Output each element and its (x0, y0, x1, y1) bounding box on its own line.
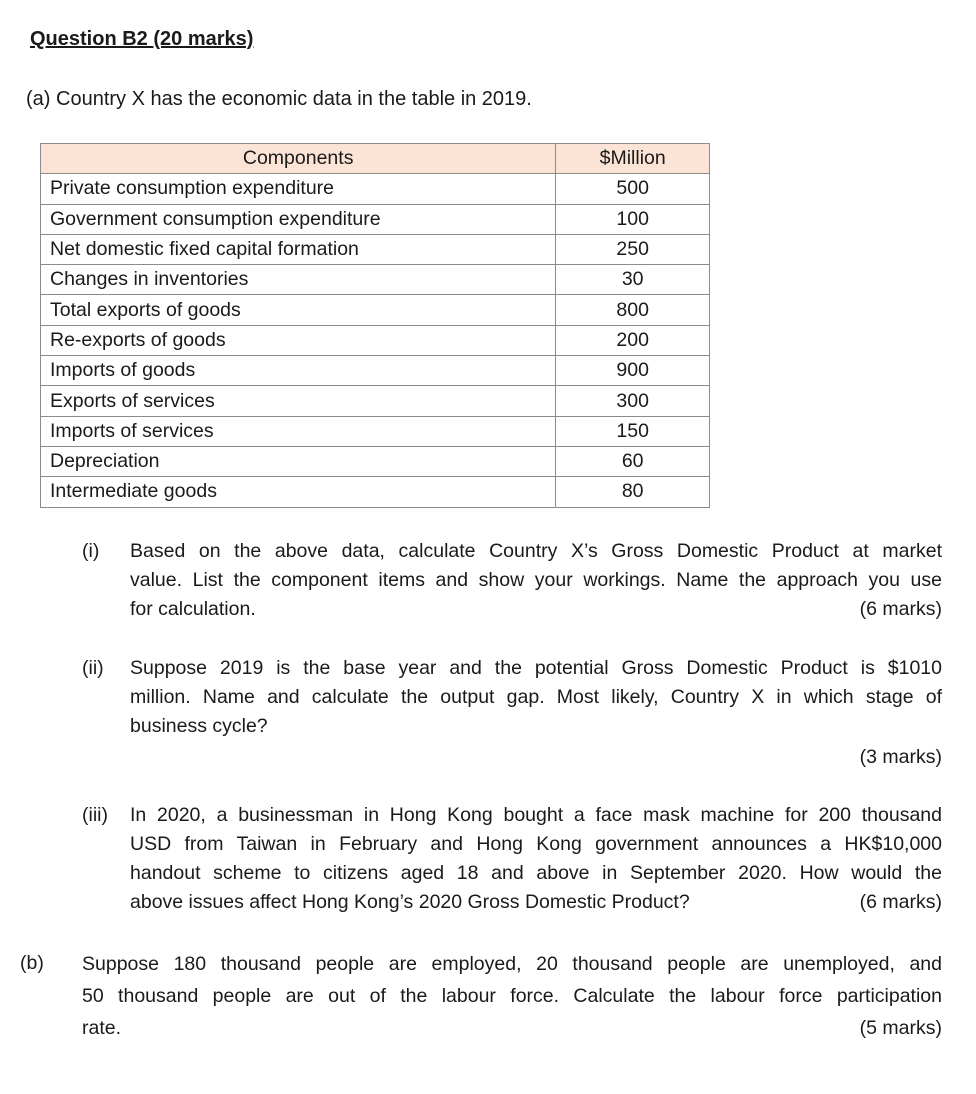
component-cell: Total exports of goods (41, 295, 556, 325)
value-cell: 150 (556, 416, 710, 446)
part-i-line: value. List the component items and show your workings. Name the approach you use (130, 569, 942, 591)
part-ii-label: (ii) (82, 657, 104, 679)
part-iii-line: In 2020, a businessman in Hong Kong bought a face mask machine for 200 thousand (130, 804, 942, 826)
part-ii-line: business cycle? (130, 715, 268, 737)
part-i-line: Based on the above data, calculate Country X’s Gross Domestic Product at market (130, 540, 942, 562)
part-b-line: Suppose 180 thousand people are employed, 20 thousand people are unemployed, and (82, 953, 942, 975)
part-iii-text (130, 801, 942, 917)
economic-data-table (40, 143, 710, 508)
part-iii-marks: (6 marks) (859, 891, 942, 913)
part-iii-line: USD from Taiwan in February and Hong Kong government announces a HK$10,000 (130, 833, 942, 855)
part-i-last-line (130, 595, 942, 624)
table-row (41, 295, 710, 325)
table-row (41, 446, 710, 476)
value-cell: 900 (556, 356, 710, 386)
table-row (41, 265, 710, 295)
table-row (41, 386, 710, 416)
value-cell: 30 (556, 265, 710, 295)
value-cell: 100 (556, 204, 710, 234)
part-ii-text (130, 654, 942, 741)
part-ii-marks: (3 marks) (859, 746, 942, 768)
part-b-line: 50 thousand people are out of the labour force. Calculate the labour force participation (82, 985, 942, 1007)
part-iii-last-line (130, 888, 942, 917)
component-cell: Intermediate goods (41, 477, 556, 507)
value-cell: 300 (556, 386, 710, 416)
table-row (41, 234, 710, 264)
part-b-line: rate. (82, 1017, 122, 1039)
value-cell: 500 (556, 174, 710, 204)
part-i-marks: (6 marks) (859, 598, 942, 620)
part-iii-label: (iii) (82, 804, 108, 826)
part-iii-line: handout scheme to citizens aged 18 and above in September 2020. How would the (130, 862, 942, 884)
value-cell: 800 (556, 295, 710, 325)
column-header-million: $Million (556, 144, 710, 174)
table-row (41, 477, 710, 507)
part-a-intro: (a) Country X has the economic data in the table in 2019. (26, 88, 532, 110)
value-cell: 200 (556, 325, 710, 355)
part-ii-line: million. Name and calculate the output gap. Most likely, Country X in which stage of (130, 686, 942, 708)
table-header-row (41, 144, 710, 174)
table-row (41, 325, 710, 355)
value-cell: 80 (556, 477, 710, 507)
question-heading: Question B2 (20 marks) (30, 28, 254, 50)
part-i-label: (i) (82, 540, 100, 562)
component-cell: Private consumption expenditure (41, 174, 556, 204)
part-i-text (130, 537, 942, 624)
component-cell: Government consumption expenditure (41, 204, 556, 234)
component-cell: Exports of services (41, 386, 556, 416)
part-ii-line: Suppose 2019 is the base year and the potential Gross Domestic Product is $1010 (130, 657, 942, 679)
table-row (41, 356, 710, 386)
component-cell: Net domestic fixed capital formation (41, 234, 556, 264)
value-cell: 250 (556, 234, 710, 264)
component-cell: Depreciation (41, 446, 556, 476)
column-header-components: Components (41, 144, 556, 174)
part-b-last-line (82, 1012, 942, 1044)
table-row (41, 416, 710, 446)
component-cell: Changes in inventories (41, 265, 556, 295)
table-row (41, 174, 710, 204)
component-cell: Imports of services (41, 416, 556, 446)
part-b-marks: (5 marks) (859, 1017, 942, 1039)
part-i-line: for calculation. (130, 598, 256, 620)
table-row (41, 204, 710, 234)
component-cell: Imports of goods (41, 356, 556, 386)
part-b-label: (b) (20, 952, 44, 974)
value-cell: 60 (556, 446, 710, 476)
part-iii-line: above issues affect Hong Kong’s 2020 Gross Domestic Product? (130, 891, 690, 913)
part-b-text (82, 948, 942, 1044)
component-cell: Re-exports of goods (41, 325, 556, 355)
